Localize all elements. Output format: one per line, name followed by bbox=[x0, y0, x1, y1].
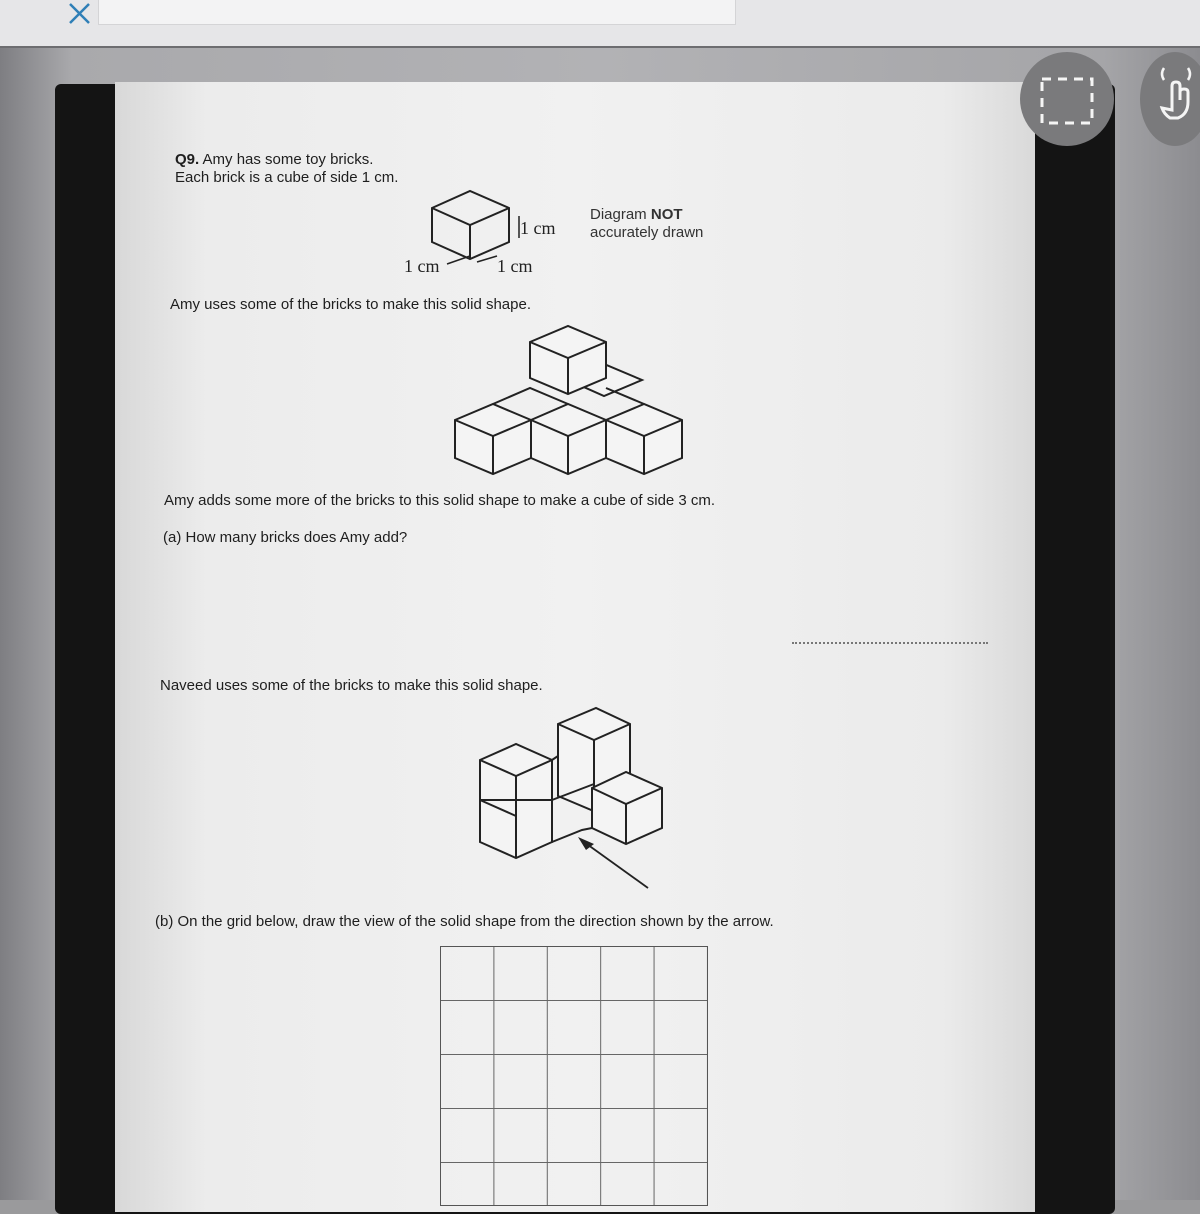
diagram-note-text: Diagram bbox=[590, 206, 651, 223]
app-top-bar bbox=[0, 0, 1200, 48]
amy-solid-shape-diagram bbox=[450, 322, 690, 482]
select-tool-button[interactable] bbox=[1020, 52, 1114, 146]
amy-shape-text: Amy uses some of the bricks to make this solid shape. bbox=[170, 296, 531, 313]
question-intro-text: Amy has some toy bricks. bbox=[202, 151, 374, 168]
diagram-note-line-1 bbox=[590, 206, 683, 224]
part-a-answer-line[interactable] bbox=[792, 642, 988, 644]
question-intro-line-2: Each brick is a cube of side 1 cm. bbox=[175, 169, 399, 186]
close-icon bbox=[62, 0, 96, 30]
naveed-solid-shape-diagram bbox=[470, 700, 690, 900]
part-a-question: (a) How many bricks does Amy add? bbox=[163, 529, 408, 546]
touch-tool-button[interactable] bbox=[1140, 52, 1200, 146]
diagram-note-emphasis: NOT bbox=[650, 206, 683, 223]
dashed-select-icon bbox=[1020, 52, 1114, 146]
answer-grid[interactable] bbox=[440, 946, 708, 1206]
diagram-note-line-2: accurately drawn bbox=[590, 224, 704, 241]
cube-left-label: 1 cm bbox=[404, 256, 440, 276]
part-b-question: (b) On the grid below, draw the view of the solid shape from the direction shown by the arrow. bbox=[155, 913, 774, 930]
amy-adds-text: Amy adds some more of the bricks to this solid shape to make a cube of side 3 cm. bbox=[164, 492, 716, 509]
naveed-shape-text: Naveed uses some of the bricks to make this solid shape. bbox=[160, 677, 543, 694]
question-number: Q9. bbox=[175, 151, 200, 168]
cube-right-label: 1 cm bbox=[497, 256, 533, 276]
document-title-field[interactable] bbox=[98, 0, 736, 25]
close-button[interactable] bbox=[62, 0, 96, 30]
question-intro-line-1 bbox=[175, 151, 373, 168]
cube-height-label: 1 cm bbox=[520, 218, 556, 238]
touch-hand-icon bbox=[1140, 52, 1200, 146]
